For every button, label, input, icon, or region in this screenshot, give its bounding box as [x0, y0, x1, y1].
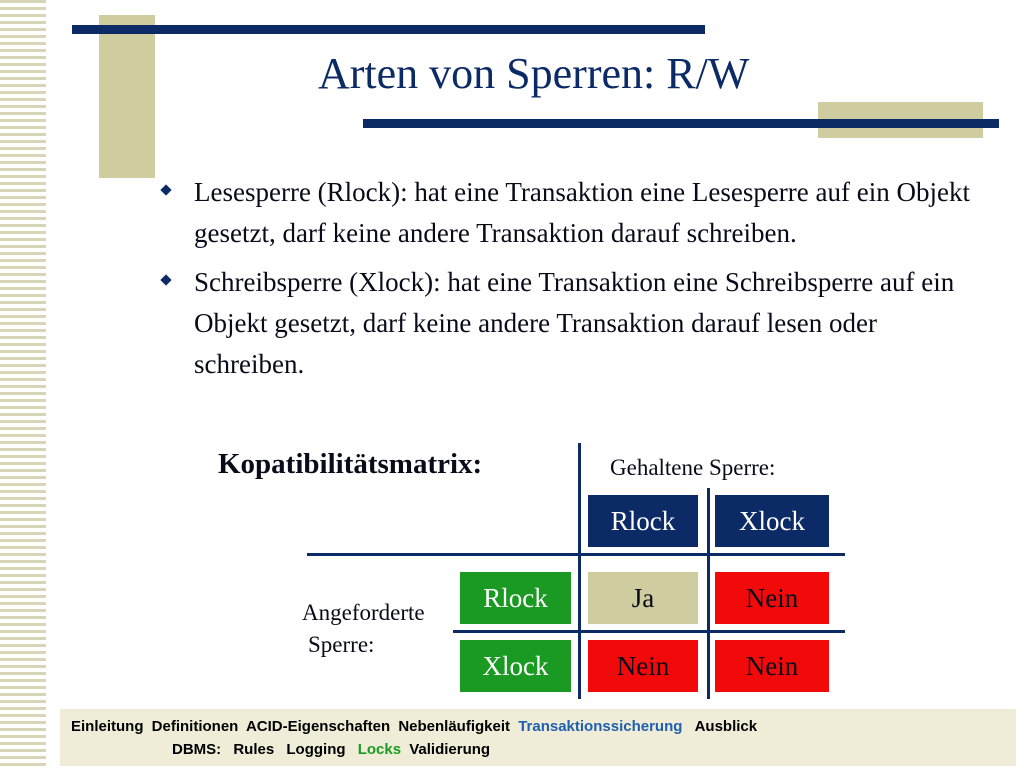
nav-link-definitionen[interactable]: Definitionen — [151, 718, 239, 735]
matrix-cell-xlock-xlock: Nein — [715, 640, 829, 692]
bullet-item — [160, 172, 980, 254]
nav-link-ausblick[interactable]: Ausblick — [694, 718, 758, 735]
nav-link-logging[interactable]: Logging — [286, 741, 346, 758]
nav-link-locks[interactable]: Locks — [357, 741, 402, 758]
matrix-cell-xlock-rlock: Nein — [588, 640, 698, 692]
nav-link-transaktionssicherung[interactable]: Transaktionssicherung — [518, 718, 683, 735]
left-stripe-decoration — [0, 0, 46, 768]
nav-label-dbms: DBMS: — [172, 741, 222, 758]
matrix-column-header-rlock: Rlock — [588, 495, 698, 547]
matrix-cell-rlock-rlock: Ja — [588, 572, 698, 624]
nav-link-validierung[interactable]: Validierung — [409, 741, 491, 758]
diamond-bullet-icon — [160, 274, 171, 285]
tan-vertical-bar — [99, 15, 155, 178]
matrix-vertical-line-left — [578, 443, 581, 699]
matrix-row-header-rlock: Rlock — [460, 572, 571, 624]
matrix-row-header-xlock: Xlock — [460, 640, 571, 692]
diamond-bullet-icon — [160, 184, 171, 195]
bullet-item — [160, 262, 980, 385]
bullet-text-rlock: Lesesperre (Rlock): hat eine Transaktion eine Lesesperre auf ein Objekt gesetzt, darf keine andere Transaktion darauf schreiben. — [194, 177, 970, 248]
nav-link-einleitung[interactable]: Einleitung — [71, 718, 144, 735]
matrix-cell-rlock-xlock: Nein — [715, 572, 829, 624]
nav-link-rules[interactable]: Rules — [233, 741, 275, 758]
nav-link-nebenlaeufigkeit[interactable]: Nebenläufigkeit — [398, 718, 511, 735]
held-lock-label: Gehaltene Sperre: — [610, 455, 776, 480]
matrix-vertical-line-right — [707, 488, 710, 699]
requested-lock-label-line1: Angeforderte — [302, 600, 425, 625]
matrix-title: Kopatibilitätsmatrix: — [218, 448, 483, 480]
bullet-list — [160, 172, 980, 393]
nav-link-acid-eigenschaften[interactable]: ACID-Eigenschaften — [245, 718, 391, 735]
requested-lock-label-line2: Sperre: — [308, 632, 375, 657]
matrix-horizontal-line-middle — [453, 630, 845, 633]
requested-lock-label — [302, 597, 425, 661]
bottom-navy-rule — [363, 119, 999, 128]
footer-navigation — [60, 709, 1016, 766]
matrix-horizontal-line-top — [307, 553, 845, 556]
matrix-column-header-xlock: Xlock — [715, 495, 829, 547]
footer-nav-row-2 — [172, 741, 494, 758]
top-navy-rule — [72, 25, 705, 34]
footer-nav-row-1 — [71, 718, 761, 735]
page-title: Arten von Sperren: R/W — [318, 49, 750, 98]
bullet-text-xlock: Schreibsperre (Xlock): hat eine Transaktion eine Schreibsperre auf ein Objekt gesetzt, darf keine andere Transaktion darauf lesen oder schreiben. — [194, 267, 955, 379]
